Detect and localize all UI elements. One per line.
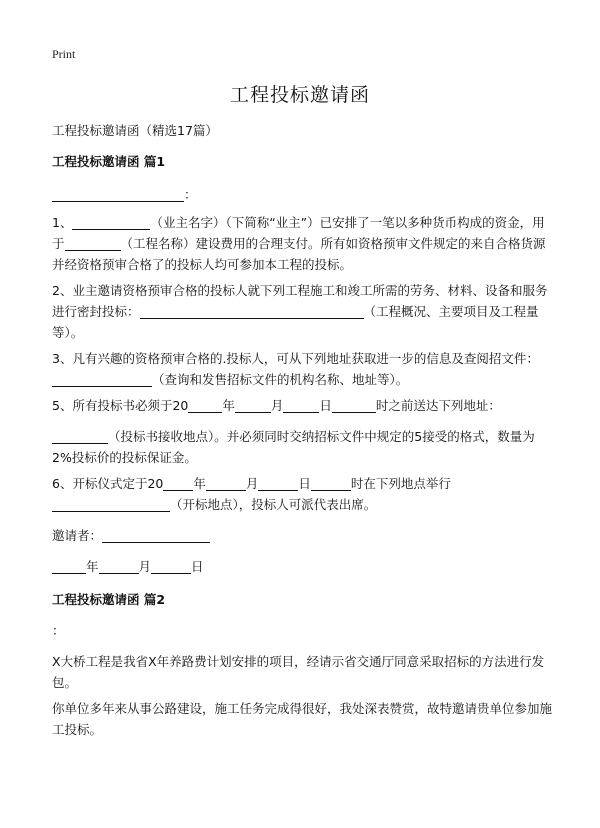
bid-address-blank — [52, 428, 108, 444]
paragraph-5-text-a: 5、所有投标书必须于20 — [52, 398, 189, 413]
opening-day-label: 日 — [298, 476, 311, 491]
section-2-paragraph-1: X大桥工程是我省X年养路费计划安排的项目，经请示省交通厅同意采取招标的方法进行发包。 — [52, 654, 545, 690]
paragraph-5-text-b: 时之前送达下列地址： — [375, 398, 501, 413]
section-2-paragraph-2: 你单位多年来从事公路建设，施工任务完成得很好，我处深表赞赏，故特邀请贵单位参加施工投标。 — [52, 701, 553, 737]
document-title: 工程投标邀请函 — [229, 84, 370, 106]
opening-year-label: 年 — [193, 476, 206, 491]
inviter-line — [52, 525, 552, 546]
section-2-heading: 工程投标邀请函 篇2 — [52, 592, 166, 607]
inviter-blank — [102, 527, 210, 543]
paragraph-5 — [52, 395, 552, 416]
deadline-month-label: 月 — [270, 398, 284, 413]
opening-day-blank — [258, 475, 298, 491]
deadline-day-blank — [283, 397, 319, 413]
paragraph-6-text-b: 时在下列地点举行 — [350, 476, 451, 491]
paragraph-2 — [52, 280, 552, 343]
paragraph-5-continued — [52, 426, 552, 468]
paragraph-6 — [52, 473, 552, 515]
addressee-line — [52, 184, 552, 205]
print-label: Print — [52, 47, 76, 61]
date-year-blank — [52, 558, 86, 574]
paragraph-5-text-c: （投标书接收地点）。并必须同时交纳招标文件中规定的5接受的格式，数量为2%投标价的投标保证金。 — [52, 429, 535, 465]
section-2-addressee: ： — [52, 623, 65, 638]
date-year-label: 年 — [86, 559, 99, 574]
owner-name-blank — [72, 214, 150, 230]
paragraph-1 — [52, 212, 552, 275]
inviter-label: 邀请者： — [52, 528, 103, 543]
addressee-blank — [52, 186, 184, 202]
deadline-day-label: 日 — [319, 398, 332, 413]
date-month-label: 月 — [138, 559, 152, 574]
paragraph-1-number: 1、 — [52, 215, 73, 230]
inquiry-address-blank — [52, 371, 152, 387]
date-line — [52, 556, 552, 577]
deadline-hour-blank — [332, 397, 376, 413]
addressee-suffix: ： — [184, 187, 197, 202]
paragraph-2-text-a: 2、业主邀请资格预审合格的投标人就下列工程施工和竣工所需的劳务、材料、设备和服务进行密封投标： — [52, 283, 548, 319]
date-month-blank — [99, 558, 139, 574]
deadline-year-label: 年 — [222, 398, 235, 413]
opening-hour-blank — [311, 475, 351, 491]
deadline-month-blank — [235, 397, 271, 413]
document-subtitle: 工程投标邀请函（精选17篇） — [52, 123, 218, 138]
opening-month-label: 月 — [245, 476, 259, 491]
paragraph-2-text-b: （工程概况、主要项目及工程量等）。 — [52, 304, 539, 340]
opening-year-blank — [163, 475, 193, 491]
project-overview-blank — [140, 303, 364, 319]
section-1-heading: 工程投标邀请函 篇1 — [52, 154, 166, 169]
paragraph-3-text-a: 3、凡有兴趣的资格预审合格的.投标人，可从下列地址获取进一步的信息及查阅招文件： — [52, 351, 539, 366]
paragraph-3-text-b: （查询和发售招标文件的机构名称、地址等）。 — [152, 372, 409, 387]
paragraph-6-text-a: 6、开标仪式定于20 — [52, 476, 164, 491]
paragraph-6-text-c: （开标地点），投标人可派代表出席。 — [170, 497, 377, 512]
paragraph-1-text-b: （工程名称）建设费用的合理支付。所有如资格预审文件规定的来自合格货源并经资格预审合格了的投标人均可参加本工程的投标。 — [52, 236, 546, 272]
project-name-blank — [65, 235, 121, 251]
paragraph-1-text-a: （业主名字）（下简称“业主”）已安排了一笔以多种货币构成的资金，用于 — [52, 215, 545, 251]
opening-location-blank — [52, 496, 170, 512]
date-day-label: 日 — [191, 559, 204, 574]
opening-month-blank — [206, 475, 246, 491]
paragraph-3 — [52, 348, 552, 390]
date-day-blank — [151, 558, 191, 574]
deadline-year-blank — [188, 397, 222, 413]
